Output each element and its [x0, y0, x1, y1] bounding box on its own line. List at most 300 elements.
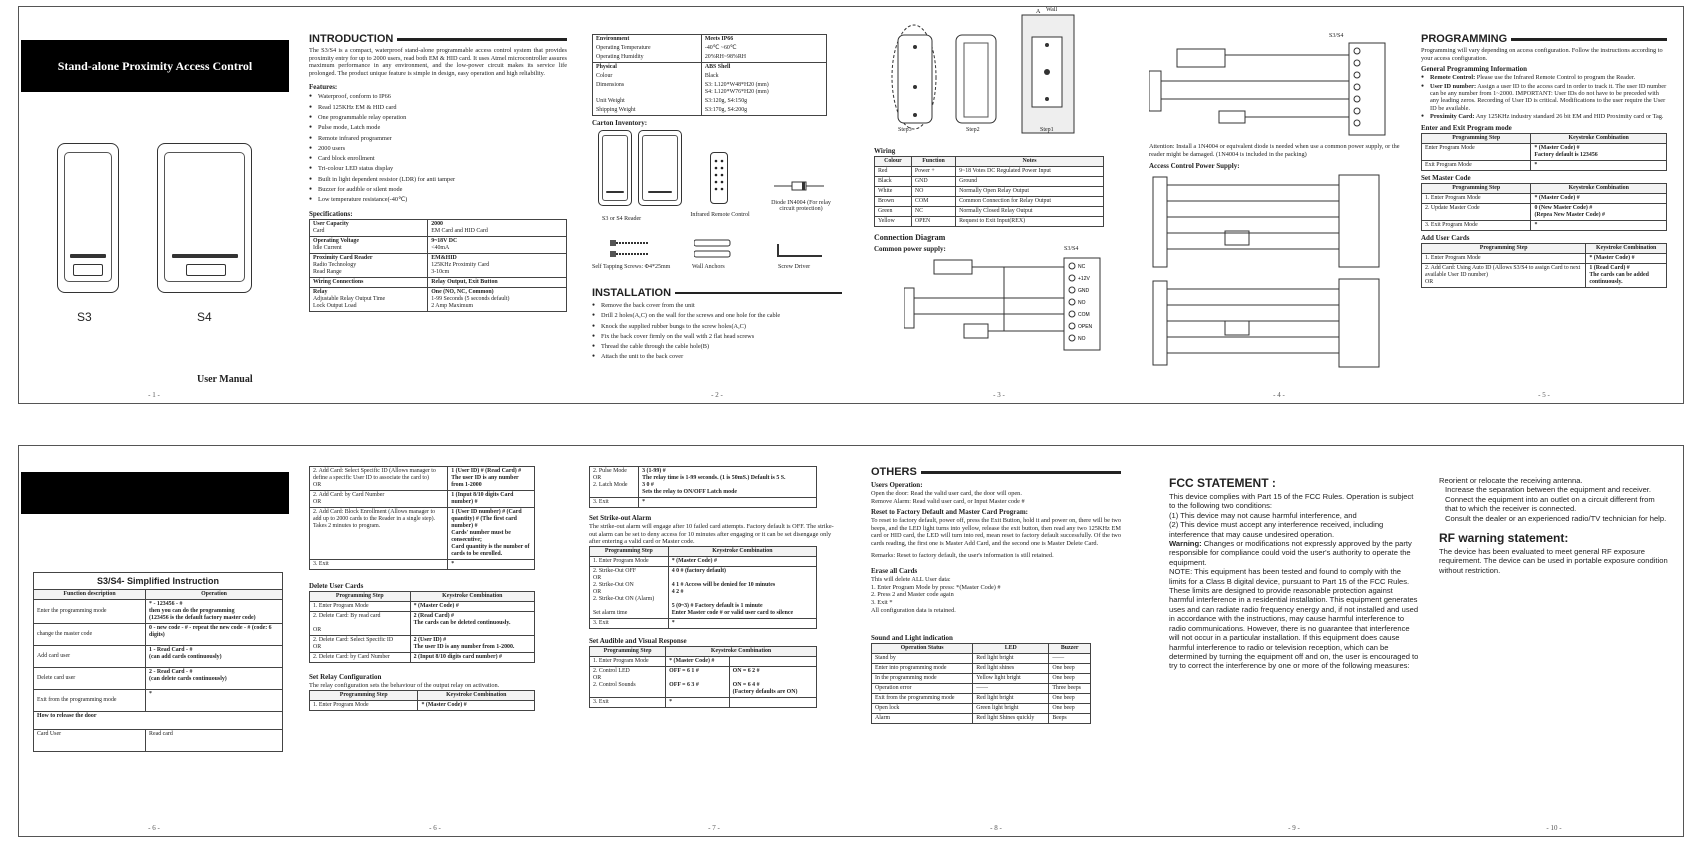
table-cell: * (Master Code) #: [1586, 253, 1667, 263]
table-row: [310, 467, 535, 491]
table-row: [593, 72, 827, 81]
table-row: [310, 277, 567, 287]
step2-label: Step2: [966, 127, 980, 133]
table-cell: Brown: [875, 197, 912, 207]
section-title: OTHERS: [871, 466, 1121, 478]
audible-visual-table: [589, 646, 817, 708]
table-row: [1422, 143, 1667, 160]
svg-text:COM: COM: [1078, 312, 1090, 318]
table-cell: 0 - new code - # - repeat the new code - # (code: 6 digits): [146, 624, 283, 646]
page-number: - 6 -: [429, 824, 441, 832]
spec-value: 9~18V DC: [431, 237, 458, 244]
alarm-settings-page: [589, 446, 839, 836]
item-lead: Proximity Card:: [1430, 113, 1475, 121]
table-cell: Enter into programming mode: [872, 664, 973, 674]
spec-subvalue: 125KHz Proximity Card 3-10cm: [431, 261, 490, 275]
spec-label: Proximity Card Reader: [313, 254, 373, 261]
enter-exit-title: Enter and Exit Program mode: [1421, 123, 1512, 132]
installation-steps: [592, 301, 842, 363]
table-row: [34, 646, 283, 668]
table-row: [872, 654, 1091, 664]
access-supply-diagrams: [1149, 171, 1409, 371]
table-row: [590, 656, 817, 666]
page-number: - 6 -: [148, 824, 160, 832]
step1-label: Step1: [1040, 127, 1054, 133]
master-code-table: [1421, 183, 1667, 231]
spec-value-cell: [428, 253, 567, 277]
table-row: [310, 602, 535, 612]
general-info-list: [1421, 74, 1667, 120]
relay-table-start: [309, 690, 535, 711]
features-list: [309, 92, 567, 205]
spec-sublabel: Idle Current: [313, 244, 342, 251]
screws-label: Self Tapping Screws: Φ4*25mm: [592, 264, 671, 270]
table-row: [590, 618, 817, 628]
fcc-measure: Consult the dealer or an experienced radio/TV technician for help.: [1445, 513, 1667, 523]
fcc-paragraph: This device complies with Part 15 of the FCC Rules. Operation is subject to the following two conditions:: [1169, 492, 1414, 511]
power-supply-page: [1149, 7, 1409, 403]
table-cell: Yellow: [875, 217, 912, 227]
table-cell: 1 (Input 8/10 digits Card number) #: [448, 491, 535, 508]
table-cell: 2. Control LED OR 2. Control Sounds: [590, 666, 666, 697]
fcc-measures: [1439, 476, 1669, 523]
fcc-title: FCC STATEMENT :: [1169, 476, 1276, 490]
reset-remarks: Remarks: Reset to factory default, the user's information is still retained.: [871, 551, 1054, 559]
environment-table: [592, 34, 827, 116]
users-op-title: Users Operation:: [871, 481, 923, 489]
svg-text:GND: GND: [1078, 288, 1090, 294]
env-value: Black: [701, 72, 826, 81]
diagram-label: S3/S4: [1329, 33, 1344, 39]
programming-intro: Programming will vary depending on access configuration. Follow the instructions according to your access configuration.: [1421, 47, 1663, 62]
table-row: [872, 704, 1091, 714]
table-cell: Card User: [34, 730, 146, 752]
env-label: Environment: [593, 35, 702, 45]
access-supply-label: Access Control Power Supply:: [1149, 162, 1240, 171]
page-number: - 2 -: [711, 391, 723, 399]
page-number: - 10 -: [1546, 824, 1562, 832]
table-cell: * - 123456 - # then you can do the programming (123456 is the default factory master code): [146, 600, 283, 624]
table-row: [872, 694, 1091, 704]
table-cell: OPEN: [911, 217, 955, 227]
carton-s3-reader-image: [598, 130, 632, 206]
section-title: INTRODUCTION: [309, 33, 567, 45]
table-row: [34, 690, 283, 712]
table-cell: 3. Exit: [590, 697, 666, 707]
table-row: [872, 674, 1091, 684]
rf-warning-page: [1439, 446, 1669, 836]
table-row: [1422, 193, 1667, 203]
spec-label-cell: [310, 253, 428, 277]
spec-subvalue: EM Card and HID Card: [431, 227, 488, 234]
screw-icon: [610, 238, 650, 260]
table-cell: 2. Add Card: Block Enrollment (Allows manager to add up to 2000 cards to the Reader in a single step). Takes 2 minutes to program.: [310, 508, 448, 560]
table-cell: 3 (1-99) # The relay time is 1-99 seconds. (1 is 50mS.) Default is 5 S. 3 0 # Sets the relay to ON/OFF Latch mode: [639, 467, 817, 498]
table-header-cell: Programming Step: [1422, 133, 1531, 143]
item-text: Please use the Infrared Remote Control to program the Reader.: [1475, 74, 1636, 82]
table-header-cell: Keystroke Combination: [668, 546, 816, 556]
list-item: ● Remote infrared programmer: [309, 134, 567, 144]
anchors-label: Wall Anchors: [692, 264, 725, 270]
list-item: ● Knock the supplied rubber bungs to the screw holes(A,C): [592, 322, 842, 332]
delete-title: Delete User Cards: [309, 582, 364, 590]
table-cell: 2. Delete Card: by Card Number: [310, 653, 411, 663]
table-cell: Red light Shines quickly: [973, 714, 1049, 724]
master-code-title: Set Master Code: [1421, 173, 1471, 182]
env-value: Meets IP66: [701, 35, 826, 45]
table-row: [875, 177, 1104, 187]
table-cell: 2. Add Card: Using Auto ID (Allows S3/S4 to assign Card to next available User ID number) OR: [1422, 263, 1586, 287]
cover-page: [19, 7, 289, 403]
table-row: [872, 664, 1091, 674]
table-row: [310, 236, 567, 253]
add-card-options-table: [309, 466, 535, 570]
release-label: How to release the door: [34, 712, 283, 730]
table-header-cell: Notes: [956, 157, 1104, 167]
fcc-note: NOTE: This equipment has been tested and found to comply with the limits for a Class B digital device, pursuant to Part 15 of the FCC Rules. These limits are designed to provide reasonable protection against harmful interference in a residential installation. This equipment generates uses and can radiate radio frequency energy and, if not installed and used in accordance with the instructions, may cause harmful interference to radio communications. However, there is no guarantee that interference will not occur in a particular installation. If this equipment does cause harmful interference to radio or television reception, which can be determined by turning the equipment off and on, the user is encouraged to try to correct the interference by one or more of the following measures:: [1169, 567, 1419, 671]
table-cell: Stand by: [872, 654, 973, 664]
list-item: ● Read 125KHz EM & HID card: [309, 103, 567, 113]
list-item: ● Waterproof, conform to IP66: [309, 92, 567, 102]
table-cell: *: [146, 690, 283, 712]
driver-label: Screw Driver: [778, 264, 811, 270]
table-cell: [729, 697, 816, 707]
table-row: [310, 253, 567, 277]
table-row: [593, 81, 827, 97]
spec-label-cell: [310, 287, 428, 311]
av-title: Set Audible and Visual Response: [589, 636, 687, 645]
add-cards-table: [1421, 243, 1667, 288]
table-header-cell: Programming Step: [310, 592, 411, 602]
table-cell: Enter Program Mode: [1422, 143, 1531, 160]
table-cell: Open lock: [872, 704, 973, 714]
table-cell: 1. Enter Program Mode: [590, 656, 666, 666]
env-value: S3: L120*W48*H20 (mm) S4: L120*W76*H20 (mm): [701, 81, 826, 97]
table-header-cell: Programming Step: [590, 546, 669, 556]
table-cell: Add card user: [34, 646, 146, 668]
env-value: S3:170g, S4:200g: [701, 106, 826, 116]
table-row: [1422, 203, 1667, 220]
table-row: [310, 653, 535, 663]
env-value: ABS Shell: [701, 63, 826, 73]
simplified-table: [33, 589, 283, 752]
table-cell: * (Master Code) #: [418, 700, 535, 710]
table-header-row: [590, 546, 817, 556]
env-label: Operating Temperature: [593, 44, 702, 53]
table-header-cell: Keystroke Combination: [1531, 183, 1667, 193]
table-cell: Exit from the programming mode: [872, 694, 973, 704]
table-header-cell: Keystroke Combination: [666, 646, 817, 656]
table-cell: 2. Pulse Mode OR 2. Latch Mode: [590, 467, 639, 498]
table-cell: 2 (Input 8/10 digits card number) #: [410, 653, 534, 663]
table-row: [875, 207, 1104, 217]
specs-title: Specifications:: [309, 209, 353, 218]
remote-label: Infrared Remote Control: [690, 212, 750, 218]
list-item: ● Tri-colour LED status display: [309, 164, 567, 174]
cover-title: Stand-alone Proximity Access Control: [21, 40, 289, 92]
table-row: [310, 700, 535, 710]
s3-reader-image: [57, 143, 119, 293]
table-cell: 1 (User ID number) # (Card quantity) # (The first card number) # Cards' number must be consecutive; Card quantity is the number of cards to be enrolled.: [448, 508, 535, 560]
relay-text: The relay configuration sets the behaviour of the output relay on activation.: [309, 682, 500, 689]
table-cell: * (Master Code) #: [666, 656, 729, 666]
table-row: [590, 556, 817, 566]
attention-note: Attention: Install a 1N4004 or equivalent diode is needed when use a common power supply, or the reader might be damaged. (1N4004 is included in the packing): [1149, 143, 1400, 158]
user-manual-label: User Manual: [197, 374, 253, 385]
list-item: ● Built in light dependent resistor (LDR) for anti tamper: [309, 175, 567, 185]
carton-title: Carton Inventory:: [592, 119, 648, 127]
manual-sheet-front: [18, 6, 1684, 404]
table-row: [310, 287, 567, 311]
table-row: [1422, 253, 1667, 263]
sound-title: Sound and Light indication: [871, 634, 953, 643]
page-number: - 5 -: [1538, 391, 1550, 399]
table-header-cell: Function: [911, 157, 955, 167]
list-item: ● Thread the cable through the cable hole(B): [592, 342, 842, 352]
table-header-row: [875, 157, 1104, 167]
item-text: Any 125KHz industry standard 26 bit EM and HID Proximity card or Tag.: [1474, 113, 1664, 121]
table-header-row: [872, 644, 1091, 654]
table-row: [593, 63, 827, 73]
item-lead: Remote Control:: [1430, 74, 1476, 82]
table-header-row: [34, 590, 283, 600]
table-header-cell: Operation: [146, 590, 283, 600]
page-number: - 1 -: [148, 391, 160, 399]
table-header-cell: Keystroke Combination: [410, 592, 534, 602]
table-row: [310, 636, 535, 653]
svg-text:+12V: +12V: [1078, 276, 1090, 282]
env-label: Colour: [593, 72, 702, 81]
table-row: [872, 714, 1091, 724]
section-title: INSTALLATION: [592, 287, 842, 299]
page-number: - 8 -: [990, 824, 1002, 832]
table-cell: 9~18 Votes DC Regulated Power Input: [956, 167, 1104, 177]
table-cell: [729, 656, 816, 666]
wiring-table: [874, 156, 1104, 227]
spec-value-cell: [428, 277, 567, 287]
erase-title: Erase all Cards: [871, 567, 918, 576]
table-cell: Enter the programming mode: [34, 600, 146, 624]
list-item: ● 2000 users: [309, 144, 567, 154]
table-row: [310, 508, 535, 560]
table-header-row: [1422, 133, 1667, 143]
table-cell: 2 (Read Card) # The cards can be deleted continuously.: [410, 612, 534, 636]
table-header-row: [1422, 183, 1667, 193]
fcc-warning: Warning: Changes or modifications not expressly approved by the party responsible for compliance could void the user's authority to operate the equipment.: [1169, 539, 1412, 567]
connection-title: Connection Diagram: [874, 233, 946, 242]
fcc-condition-1: (1) This device may not cause harmful interference, and: [1169, 510, 1357, 520]
spec-value: 2000: [431, 220, 443, 227]
env-label: Unit Weight: [593, 97, 702, 106]
table-cell: ——: [1049, 654, 1091, 664]
reset-title: Reset to Factory Default and Master Card Program:: [871, 508, 1029, 517]
spec-label: Relay: [313, 288, 328, 295]
diode-icon: [774, 180, 824, 192]
table-cell: 3. Exit Program Mode: [1422, 220, 1531, 230]
table-header-row: [310, 592, 535, 602]
carton-reader-label: S3 or S4 Reader: [602, 216, 642, 222]
table-cell: Read card: [146, 730, 283, 752]
table-cell: 2 - Read Card - # (can delete cards continuously): [146, 668, 283, 690]
fcc-measure: Reorient or relocate the receiving antenna.: [1439, 476, 1583, 485]
page-number: - 9 -: [1288, 824, 1300, 832]
table-row: [590, 467, 817, 498]
spec-value-cell: [428, 287, 567, 311]
item-lead: User ID number:: [1430, 82, 1477, 90]
table-cell: Red light shines: [973, 664, 1049, 674]
list-item: ● Buzzer for audible or silent mode: [309, 185, 567, 195]
table-header-cell: Colour: [875, 157, 912, 167]
table-cell: Yellow light bright: [973, 674, 1049, 684]
table-cell: 3. Exit: [590, 498, 639, 508]
black-banner: [21, 472, 289, 514]
item-text: Assign a user ID to the access card in order to track it. The user ID number can be any number from 1~2000. IMPORTANT: User IDs do not have to be preceded with any leading zeros. Recording of User ID is critical. Modifications to the user require the User ID be available.: [1430, 82, 1667, 112]
table-cell: 3. Exit: [310, 560, 448, 570]
table-cell: Power +: [911, 167, 955, 177]
spec-value-cell: [428, 219, 567, 236]
table-cell: NC: [911, 207, 955, 217]
table-cell: COM: [911, 197, 955, 207]
table-cell: NO: [911, 187, 955, 197]
fcc-measure: Increase the separation between the equipment and receiver.: [1445, 485, 1652, 495]
users-op-lines: [871, 490, 1121, 505]
env-value: -40℃ ~60℃: [701, 44, 826, 53]
section-title: PROGRAMMING: [1421, 33, 1667, 45]
svg-text:A: A: [1036, 9, 1041, 15]
spec-label-cell: [310, 277, 428, 287]
add-cards-title: Add User Cards: [1421, 233, 1470, 242]
intro-text: The S3/S4 is a compact, waterproof stand-alone programmable access control system that provides proximity entry for up to 2000 users, read both EM & HID card. It uses Atmel microcontroller assures maximum performance in any environment, and the low-power circuit makes its service life prolonged. The product unique feature is simple in design, easy operation and high reliability.: [309, 47, 567, 77]
table-cell: Three beeps: [1049, 684, 1091, 694]
svg-text:OPEN: OPEN: [1078, 324, 1093, 330]
common-supply-label: Common power supply:: [874, 245, 946, 253]
table-cell: *: [1531, 160, 1667, 170]
table-row: [34, 668, 283, 690]
installation-steps-diagram: [874, 7, 1124, 137]
table-cell: Red light bright: [973, 654, 1049, 664]
table-cell: *: [448, 560, 535, 570]
table-cell: Common Connection for Relay Output: [956, 197, 1104, 207]
reset-text: To reset to factory default, power off, press the Exit Button, hold it and power on, there will be two beeps, and the LED light turns into yellow, release the exit button, then read any two 125KHz EM card or HID card, the LED will turn into red, mean reset to factory default successfully. Of the two cards reading, the first one is Master Add Card, and the second one is Master Delete Card.: [871, 517, 1121, 547]
table-row: [875, 167, 1104, 177]
table-cell: ——: [973, 684, 1049, 694]
table-cell: * (Master Code) #: [668, 556, 816, 566]
intro-page: [309, 7, 567, 403]
table-row: [593, 53, 827, 63]
table-row: [34, 600, 283, 624]
rf-text: The device has been evaluated to meet general RF exposure requirement. The device can be used in portable exposure condition without restriction.: [1439, 547, 1668, 575]
table-row: [590, 697, 817, 707]
svg-text:NO: NO: [1078, 300, 1086, 306]
env-value: S3:120g, S4:150g: [701, 97, 826, 106]
relay-diagram: [1149, 7, 1409, 133]
table-cell: Ground: [956, 177, 1104, 187]
table-row: [593, 35, 827, 45]
list-item: ● Drill 2 holes(A,C) on the wall for the screws and one hole for the cable: [592, 311, 842, 321]
wall-label: Wall: [1046, 7, 1058, 13]
list-item: ● Card block enrollment: [309, 154, 567, 164]
table-cell: Beeps: [1049, 714, 1091, 724]
table-cell: 2. Add Card: by Card Number OR: [310, 491, 448, 508]
table-cell: 1. Enter Program Mode: [590, 556, 669, 566]
table-cell: 1 (Read Card) # The cards can be added continuously.: [1586, 263, 1667, 287]
table-row: [590, 566, 817, 618]
table-row: [875, 197, 1104, 207]
table-cell: 0 (New Master Code) # (Repea New Master Code) #: [1531, 203, 1667, 220]
table-cell: Exit from the programming mode: [34, 690, 146, 712]
table-cell: change the master code: [34, 624, 146, 646]
diagram-label: S3/S4: [1064, 246, 1079, 252]
simplified-page: [19, 446, 289, 836]
general-info-title: General Programming Information: [1421, 65, 1528, 74]
table-cell: Operation error: [872, 684, 973, 694]
others-page: [871, 446, 1121, 836]
table-cell: Normally Open Relay Output: [956, 187, 1104, 197]
manual-sheet-back: [18, 445, 1684, 837]
erase-text: This will delete ALL User data: 1. Enter Program Mode by press: *(Master Code) # 2. Press 2 and Master code again 3. Exit * All configuration data is retained.: [871, 576, 1001, 614]
spec-subvalue: <40mA: [431, 244, 450, 251]
table-cell: 1 - Read Card - # (can add cards continuously): [146, 646, 283, 668]
table-header-cell: Keystroke Combination: [418, 690, 535, 700]
table-header-cell: Buzzer: [1049, 644, 1091, 654]
table-header-cell: Programming Step: [590, 646, 666, 656]
spec-value-cell: [428, 236, 567, 253]
table-cell: 1. Enter Program Mode: [1422, 253, 1586, 263]
table-cell: Delete card user: [34, 668, 146, 690]
table-cell: Green light bright: [973, 704, 1049, 714]
table-header-row: [310, 690, 535, 700]
table-cell: 1. Enter Program Mode: [310, 602, 411, 612]
spec-sublabel: Radio Technology Read Range: [313, 261, 357, 275]
table-header-cell: Keystroke Combination: [1531, 133, 1667, 143]
table-cell: Normally Closed Relay Output: [956, 207, 1104, 217]
table-cell: 1. Enter Program Mode: [310, 700, 418, 710]
list-item: [1421, 83, 1667, 113]
spec-label-cell: [310, 236, 428, 253]
table-cell: Black: [875, 177, 912, 187]
table-header-row: [1422, 243, 1667, 253]
list-item: ● Pulse mode, Latch mode: [309, 123, 567, 133]
table-row: [593, 44, 827, 53]
enter-exit-table: [1421, 133, 1667, 171]
table-header-cell: Keystroke Combination: [1586, 243, 1667, 253]
env-label: Shipping Weight: [593, 106, 702, 116]
sound-light-table: [871, 643, 1091, 724]
spec-sublabel: Adjustable Relay Output Time Lock Output Load: [313, 295, 386, 309]
spec-value: One (NO, NC, Common): [431, 288, 494, 295]
table-row: [593, 106, 827, 116]
simplified-instruction: [33, 572, 283, 752]
table-row: [310, 612, 535, 636]
table-cell: GND: [911, 177, 955, 187]
table-cell: 2. Add Card: Select Specific ID (Allows manager to define a specific User ID to associate the card to) OR: [310, 467, 448, 491]
table-cell: OFF = 6 1 # OFF = 6 3 #: [666, 666, 729, 697]
table-row: [590, 666, 817, 697]
table-cell: *: [1531, 220, 1667, 230]
screwdriver-icon: [776, 242, 826, 260]
spec-label: User Capacity: [313, 220, 349, 227]
spec-subvalue: 1-99 Seconds (5 seconds default) 2 Amp Maximum: [431, 295, 510, 309]
table-row: [34, 624, 283, 646]
table-cell: White: [875, 187, 912, 197]
s4-reader-image: [157, 143, 252, 293]
table-cell: 4 0 # (factory default) 4 1 # Access will be denied for 10 minutes 4 2 # 5 (0~3) # Factory default is 1 minute Enter Master code # or valid user card to silence: [668, 566, 816, 618]
table-header-cell: Function description: [34, 590, 146, 600]
table-cell: ON = 6 2 # ON = 6 4 # (Factory defaults are ON): [729, 666, 816, 697]
list-item: ● Remove the back cover from the unit: [592, 301, 842, 311]
wiring-title: Wiring: [874, 147, 896, 155]
table-cell: 2. Delete Card: By read card OR: [310, 612, 411, 636]
